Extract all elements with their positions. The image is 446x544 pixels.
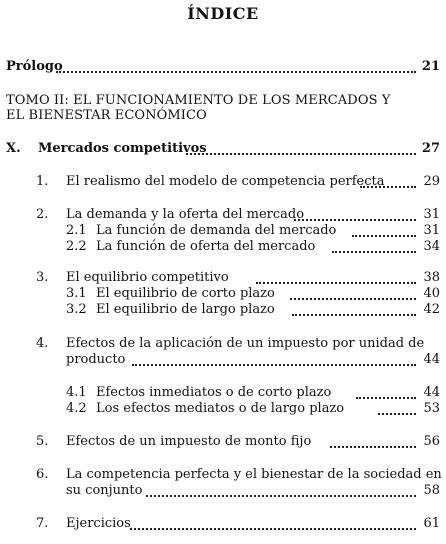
- entry-page: 34: [423, 239, 440, 254]
- entry-leader: [256, 282, 416, 284]
- entry-leader: [294, 219, 416, 221]
- subentry-title: Efectos inmediatos o de corto plazo: [96, 385, 332, 400]
- chapter-number: X.: [6, 141, 21, 156]
- entry-leader: [290, 298, 416, 300]
- subentry-title: La función de oferta del mercado: [96, 239, 316, 254]
- subentry-number: 4.1: [66, 385, 87, 400]
- entry-title: La competencia perfecta y el bienestar de la sociedad en: [66, 467, 442, 482]
- entry-leader: [146, 495, 416, 497]
- entry-page: 40: [423, 286, 440, 301]
- chapter-page: 27: [421, 141, 440, 156]
- entry-leader: [378, 413, 416, 415]
- subentry-number: 4.2: [66, 401, 87, 416]
- subentry-number: 2.1: [66, 223, 87, 238]
- entry-title-continued: su conjunto: [66, 483, 143, 498]
- entry-leader: [130, 528, 416, 530]
- entry-leader: [132, 364, 416, 366]
- prologo-page: 21: [421, 59, 440, 74]
- entry-number: 1.: [36, 174, 49, 189]
- entry-page: 38: [423, 270, 440, 285]
- entry-page: 29: [423, 174, 440, 189]
- entry-page: 31: [423, 223, 440, 238]
- entry-number: 4.: [36, 336, 49, 351]
- chapter-title: Mercados competitivos: [38, 141, 207, 156]
- entry-leader: [352, 235, 416, 237]
- tomo-heading-line2: EL BIENESTAR ECONÓMICO: [6, 108, 207, 123]
- entry-title: Ejercicios: [66, 516, 131, 531]
- entry-leader: [330, 446, 416, 448]
- subentry-title: La función de demanda del mercado: [96, 223, 337, 238]
- entry-title: Efectos de un impuesto de monto fijo: [66, 434, 312, 449]
- prologo-leader: [56, 71, 416, 73]
- entry-number: 2.: [36, 207, 49, 222]
- entry-number: 7.: [36, 516, 49, 531]
- entry-title-continued: producto: [66, 352, 126, 367]
- entry-title: El equilibrio competitivo: [66, 270, 229, 285]
- prologo-label: Prólogo: [6, 59, 63, 74]
- entry-title: Efectos de la aplicación de un impuesto por unidad de: [66, 336, 425, 351]
- entry-page: 44: [423, 385, 440, 400]
- entry-title: El realismo del modelo de competencia perfecta: [66, 174, 385, 189]
- subentry-title: El equilibrio de largo plazo: [96, 302, 275, 317]
- entry-leader: [356, 397, 416, 399]
- entry-leader: [292, 314, 416, 316]
- entry-page: 53: [423, 401, 440, 416]
- subentry-title: El equilibrio de corto plazo: [96, 286, 275, 301]
- subentry-number: 3.1: [66, 286, 87, 301]
- entry-page: 56: [423, 434, 440, 449]
- subentry-number: 2.2: [66, 239, 87, 254]
- page-title: ÍNDICE: [187, 4, 259, 23]
- entry-number: 6.: [36, 467, 49, 482]
- entry-page: 44: [423, 352, 440, 367]
- subentry-title: Los efectos mediatos o de largo plazo: [96, 401, 345, 416]
- chapter-leader: [186, 153, 416, 155]
- entry-page: 42: [423, 302, 440, 317]
- entry-number: 5.: [36, 434, 49, 449]
- entry-number: 3.: [36, 270, 49, 285]
- entry-title: La demanda y la oferta del mercado: [66, 207, 305, 222]
- tomo-heading-line1: TOMO II: EL FUNCIONAMIENTO DE LOS MERCADOS Y: [6, 93, 391, 108]
- entry-leader: [332, 251, 416, 253]
- entry-page: 61: [423, 516, 440, 531]
- entry-page: 58: [423, 483, 440, 498]
- entry-leader: [360, 186, 416, 188]
- entry-page: 31: [423, 207, 440, 222]
- subentry-number: 3.2: [66, 302, 87, 317]
